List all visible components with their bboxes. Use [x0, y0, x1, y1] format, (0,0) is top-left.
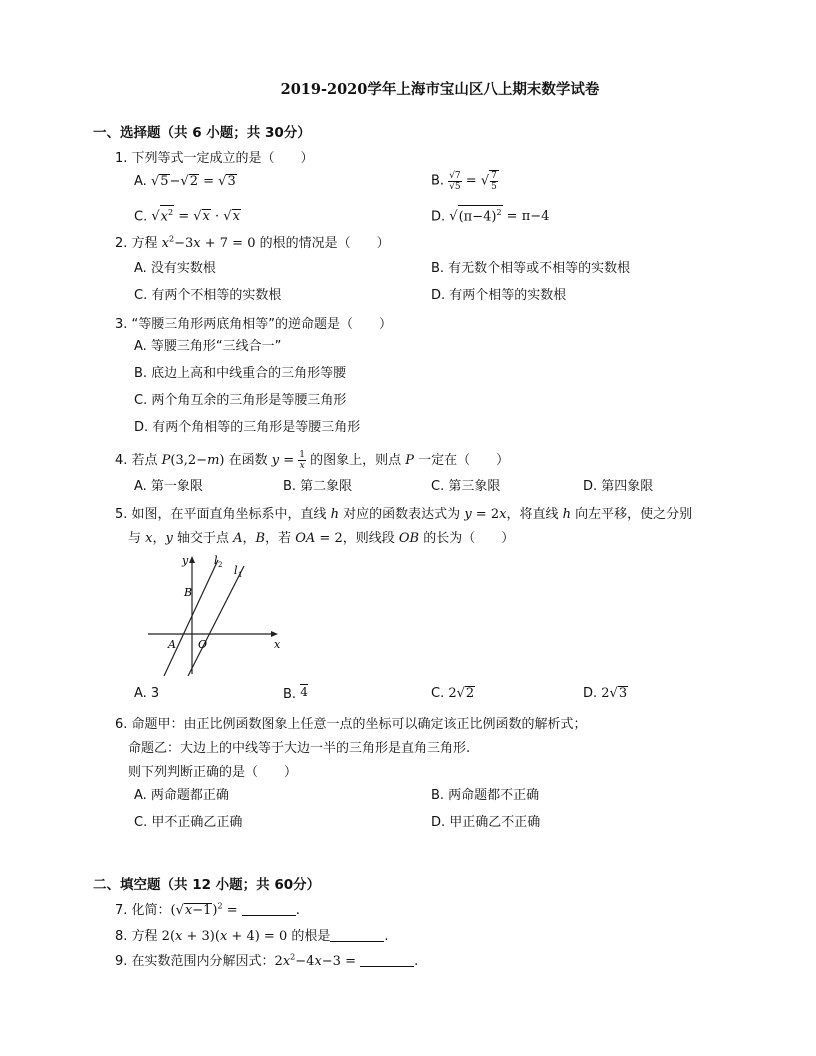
q5-text-2: 对应的函数表达式为 [339, 507, 465, 522]
page-title: 2019-2020学年上海市宝山区八上期末数学试卷 [280, 81, 600, 98]
question-6-line1: 6. 命题甲：由正比例函数图象上任意一点的坐标可以确定该正比例函数的解析式； [115, 717, 587, 732]
q7-prefix: 7. 化简： [115, 903, 171, 918]
question-4-stem: 4. 若点 P(3,2−m) 在函数 y = $\frac{1}{x}$ 的图象上，则点 P 一定在（ ） [115, 450, 510, 471]
question-6-line2: 命题乙：大边上的中线等于大边一半的三角形是直角三角形. [128, 741, 471, 756]
q4-option-a: A. 第一象限 [134, 479, 203, 494]
q4-prefix: 4. 若点 [115, 453, 162, 468]
q5-text-6: ， [152, 531, 166, 546]
line-l2 [164, 560, 218, 676]
label-A: A [168, 638, 176, 651]
answer-blank[interactable] [330, 929, 384, 942]
q5-option-c: C. 2√2 [431, 686, 475, 701]
answer-blank[interactable] [360, 954, 414, 967]
q6-option-a: A. 两命题都正确 [134, 788, 229, 803]
q3-option-d: D. 有两个角相等的三角形是等腰三角形 [134, 420, 361, 435]
q5-text-5: 与 [128, 531, 146, 546]
label-l1-sub: 1 [238, 571, 243, 579]
q8-end: . [384, 929, 389, 944]
q1-option-c: C. $√x^2 = √x \cdot √x$ [134, 205, 241, 224]
q2-prefix: 2. 方程 [115, 236, 162, 251]
option-label: D. [431, 209, 450, 225]
q3-option-c: C. 两个角互余的三角形是等腰三角形 [134, 393, 347, 408]
q3-option-b: B. 底边上高和中线重合的三角形等腰 [134, 366, 347, 381]
option-label: B. [431, 173, 449, 189]
q5-coordinate-figure [148, 550, 288, 678]
question-6-line3: 则下列判断正确的是（ ） [128, 765, 298, 780]
label-y: y [182, 554, 189, 567]
question-3-stem: 3. “等腰三角形两底角相等”的逆命题是（ ） [115, 317, 393, 332]
q7-suffix: . [295, 903, 300, 918]
q5-text-3: ，将直线 [506, 507, 563, 522]
question-2-stem: 2. 方程 $x^2-3x + 7 = 0$ 的根的情况是（ ） [115, 234, 390, 251]
q5-option-b-value: 4 [300, 685, 308, 699]
q9-suffix: . [414, 954, 419, 969]
q5-option-d: D. 2√3 [583, 686, 628, 701]
question-9: 9. 在实数范围内分解因式：$2x^2-4x-3$ = . [115, 952, 419, 969]
q2-option-b: B. 有无数个相等或不相等的实数根 [431, 261, 631, 276]
q6-option-b: B. 两命题都不正确 [431, 788, 540, 803]
q5-text-10: ，则线段 [342, 531, 399, 546]
option-label: D. [583, 686, 602, 701]
q4-option-c: C. 第三象限 [431, 479, 501, 494]
q4-option-d: D. 第四象限 [583, 479, 654, 494]
label-l2-sub: 2 [218, 561, 223, 569]
q3-option-a: A. 等腰三角形“三线合一” [134, 339, 282, 354]
question-5-line1: 5. 如图，在平面直角坐标系中，直线 h 对应的函数表达式为 y = 2x，将直线 h 向左平移，使之分别 [115, 507, 693, 522]
q1-option-a: A. √5−√2 = √3 [134, 174, 236, 189]
question-1-stem: 1. 下列等式一定成立的是（ ） [115, 151, 314, 166]
option-label: B. [283, 687, 301, 702]
q2-option-a: A. 没有实数根 [134, 261, 216, 276]
q5-option-b [283, 686, 308, 702]
q5-text-4: 向左平移，使之分别 [570, 507, 693, 522]
q2-option-c: C. 有两个不相等的实数根 [134, 288, 282, 303]
label-l2: l [214, 554, 218, 567]
q4-mid: 在函数 [224, 453, 272, 468]
option-label: C. [431, 686, 449, 701]
q2-option-d: D. 有两个相等的实数根 [431, 288, 567, 303]
x-axis-arrow [271, 631, 278, 637]
q1-option-d: D. $√(\pi-4)^2 = \pi-4$ [431, 205, 549, 224]
q4-option-b: B. 第二象限 [283, 479, 353, 494]
q9-prefix: 9. 在实数范围内分解因式： [115, 954, 275, 969]
line-l1 [188, 566, 244, 676]
q4-end: 一定在（ ） [414, 453, 510, 468]
q8-prefix: 8. 方程 [115, 929, 162, 944]
option-label: C. [134, 209, 152, 225]
q5-text-1: 5. 如图，在平面直角坐标系中，直线 [115, 507, 331, 522]
section-heading-fill: 二、填空题（共 12 小题；共 60分） [93, 877, 321, 893]
label-B: B [184, 586, 193, 599]
section-heading-choice: 一、选择题（共 6 小题；共 30分） [93, 125, 311, 141]
q6-option-d: D. 甲正确乙不正确 [431, 815, 541, 830]
q1-option-b: B. $\frac{√7}{√5}$ = √ $\frac{7}{5}$ [431, 170, 497, 192]
q5-text-11: 的长为（ ） [419, 531, 515, 546]
q2-suffix: 的根的情况是（ ） [255, 236, 390, 251]
question-5-line2: 与 x，y 轴交于点 A，B，若 OA = 2，则线段 OB 的长为（ ） [128, 531, 515, 546]
answer-blank[interactable] [242, 903, 296, 916]
label-l1: l [234, 564, 238, 577]
label-x: x [274, 638, 281, 651]
q6-option-c: C. 甲不正确乙正确 [134, 815, 243, 830]
q5-text-7: 轴交于点 [172, 531, 234, 546]
question-7: 7. 化简：$(√x-1)^2$ = . [115, 901, 300, 918]
q5-option-a: A. 3 [134, 686, 160, 701]
question-8: 8. 方程 2(x + 3)(x + 4) = 0 的根是 . [115, 929, 389, 944]
q5-text-8: ， [242, 531, 256, 546]
label-O: O [198, 638, 208, 651]
option-label: A. [134, 174, 151, 189]
y-axis-arrow [189, 556, 195, 563]
q4-post: 的图象上，则点 [306, 453, 406, 468]
q8-suffix: 的根是 [287, 929, 331, 944]
q5-text-9: ，若 [265, 531, 296, 546]
